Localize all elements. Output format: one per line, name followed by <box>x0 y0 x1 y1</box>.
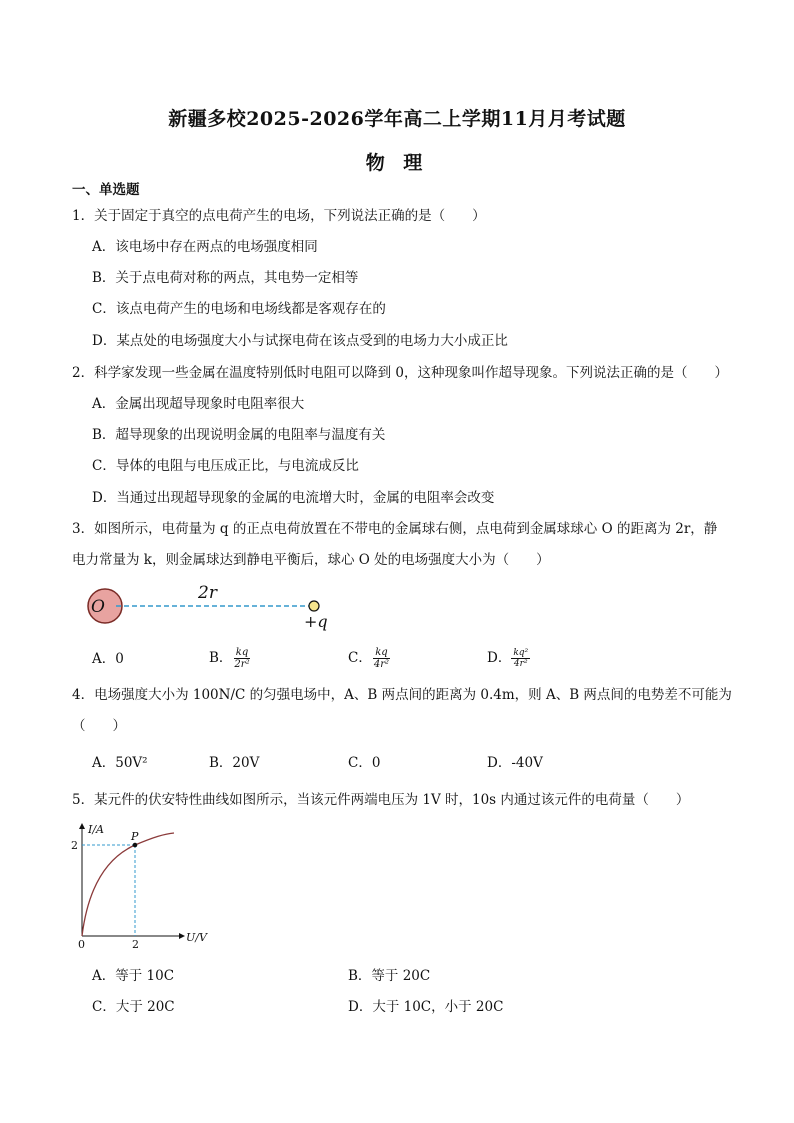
q3-option-d-label: D． <box>487 650 512 666</box>
q2-option-d: D．当通过出现超导现象的金属的电流增大时，金属的电阻率会改变 <box>92 490 495 506</box>
origin-label: 0 <box>78 938 85 951</box>
q5-option-a: A．等于 10C <box>92 968 175 984</box>
q5-option-d: D．大于 10C，小于 20C <box>348 999 504 1015</box>
exam-subject: 物 理 <box>365 152 429 174</box>
point-p <box>133 843 138 848</box>
y-axis-label: I/A <box>88 823 104 836</box>
q1-option-b: B．关于点电荷对称的两点，其电势一定相等 <box>92 270 359 286</box>
q4-option-c: C．0 <box>348 755 381 771</box>
q3-figure <box>80 578 350 634</box>
exam-title: 新疆多校2025-2026学年高二上学期11月月考试题 <box>168 108 626 130</box>
q3-option-c <box>348 641 391 675</box>
sphere-center-label: O <box>91 597 105 617</box>
q3-option-d <box>487 641 530 675</box>
q3-option-d-fraction <box>511 648 530 669</box>
q3-stem-line2: 电力常量为 k，则金属球达到静电平衡后，球心 O 处的电场强度大小为（ ） <box>72 552 550 568</box>
q3-option-d-denominator: 4r² <box>513 659 528 669</box>
q4-option-b: B．20V <box>209 755 260 771</box>
q3-option-a: A．0 <box>92 651 124 667</box>
y-tick-label: 2 <box>71 839 78 852</box>
q2-option-a: A．金属出现超导现象时电阻率很大 <box>92 396 305 412</box>
q3-option-b-denominator: 2r² <box>234 659 250 670</box>
section-heading: 一、单选题 <box>72 182 140 198</box>
q2-option-b: B．超导现象的出现说明金属的电阻率与温度有关 <box>92 427 386 443</box>
q4-stem-line1: 4．电场强度大小为 100N/C 的匀强电场中，A、B 两点间的距离为 0.4m，则 A、B 两点间的电势差不可能为 <box>72 687 732 703</box>
q1-option-d: D．某点处的电场强度大小与试探电荷在该点受到的电场力大小成正比 <box>92 333 508 349</box>
q3-option-c-label: C． <box>348 650 372 666</box>
q1-option-c: C．该点电荷产生的电场和电场线都是客观存在的 <box>92 301 386 317</box>
q5-iv-graph <box>66 818 226 954</box>
iv-curve <box>82 833 174 936</box>
q4-stem-line2: （ ） <box>72 718 126 734</box>
q3-option-d-numerator: kq² <box>513 648 529 658</box>
point-p-label: P <box>131 830 139 843</box>
q3-option-b-numerator: kq <box>235 647 249 658</box>
q3-option-c-numerator: kq <box>375 647 388 658</box>
q3-option-b-label: B． <box>209 650 233 666</box>
distance-label: 2r <box>198 583 217 603</box>
q3-option-b <box>209 641 252 675</box>
q3-option-c-fraction <box>372 647 391 670</box>
x-tick-label: 2 <box>132 938 139 951</box>
q5-option-c: C．大于 20C <box>92 999 175 1015</box>
q4-option-a: A．50V² <box>92 755 148 771</box>
q5-stem: 5．某元件的伏安特性曲线如图所示，当该元件两端电压为 1V 时，10s 内通过该元件的电荷量（ ） <box>72 792 690 808</box>
q1-option-a: A．该电场中存在两点的电场强度相同 <box>92 239 318 255</box>
q1-stem: 1．关于固定于真空的点电荷产生的电场，下列说法正确的是（ ） <box>72 208 486 224</box>
charge-label: +q <box>304 612 328 631</box>
x-axis-label: U/V <box>186 931 207 944</box>
q5-option-b: B．等于 20C <box>348 968 431 984</box>
q4-option-d: D．-40V <box>487 755 543 771</box>
q3-option-c-denominator: 4r² <box>373 659 389 670</box>
point-charge <box>309 601 319 611</box>
q2-stem: 2．科学家发现一些金属在温度特别低时电阻可以降到 0，这种现象叫作超导现象。下列说法正确的是（ ） <box>72 365 728 381</box>
q3-option-b-fraction <box>232 647 251 670</box>
q3-stem-line1: 3．如图所示，电荷量为 q 的正点电荷放置在不带电的金属球右侧，点电荷到金属球球心 O 的距离为 2r，静 <box>72 521 718 537</box>
q2-option-c: C．导体的电阻与电压成正比，与电流成反比 <box>92 458 359 474</box>
